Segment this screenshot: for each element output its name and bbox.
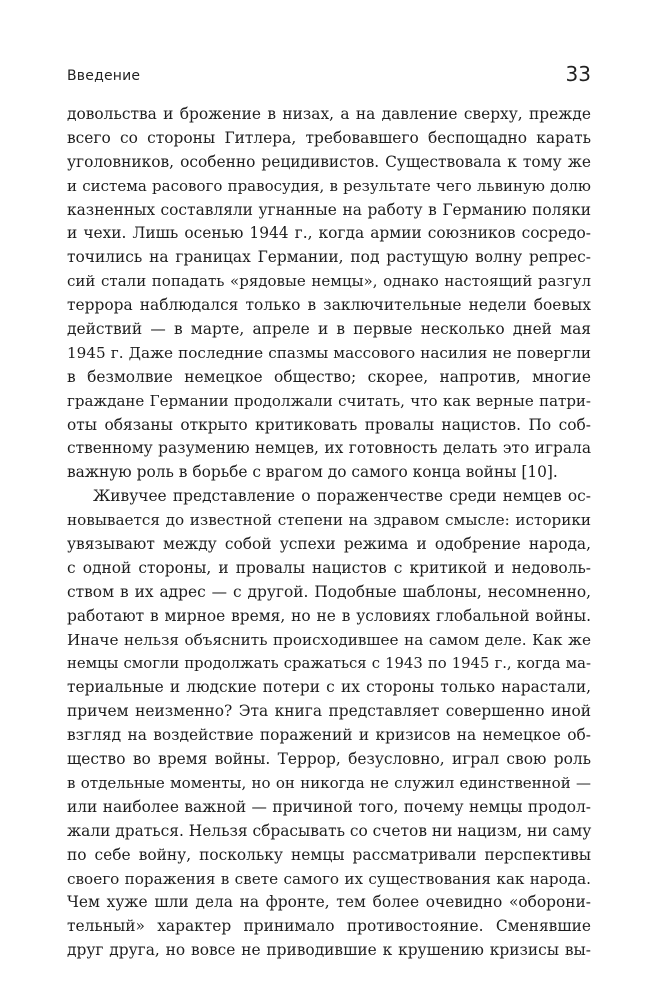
text-line: довольства и брожение в низах, а на давление сверху, прежде (67, 105, 591, 123)
page-number: 33 (565, 62, 591, 86)
text-line: с одной стороны, и провалы нацистов с критикой и недоволь- (67, 558, 591, 577)
body-text (67, 103, 591, 963)
text-line: сий стали попадать «рядовые немцы», однако настоящий разгул (67, 272, 591, 291)
text-line: всего со стороны Гитлера, требовавшего беспощадно карать (67, 128, 591, 147)
section-title: Введение (67, 68, 141, 84)
text-line: ственному разумению немцев, их готовность делать это играла (67, 439, 591, 458)
text-line: причем неизменно? Эта книга представляет совершенно иной (67, 702, 591, 721)
text-line: взгляд на воздействие поражений и кризисов на немецкое об- (67, 726, 591, 745)
text-line: уголовников, особенно рецидивистов. Существовала к тому же (67, 152, 591, 171)
text-line: или наиболее важной — причиной того, почему немцы продол- (67, 797, 591, 816)
text-line: Живучее представление о пораженчестве среди немцев ос- (93, 487, 591, 506)
text-line: важную роль в борьбе с врагом до самого конца войны [10]. (67, 463, 558, 482)
text-line: немцы смогли продолжать сражаться с 1943 по 1945 г., когда ма- (67, 655, 591, 673)
text-line: действий — в марте, апреле и в первые несколько дней мая (67, 320, 591, 339)
text-line: тельный» характер принимало противостояние. Сменявшие (67, 917, 591, 936)
text-line: террора наблюдался только в заключительные недели боевых (67, 296, 591, 315)
text-line: и чехи. Лишь осенью 1944 г., когда армии союзников сосредо- (67, 224, 591, 243)
text-line: териальные и людские потери с их стороны только нарастали, (67, 678, 591, 697)
text-line: по себе войну, поскольку немцы рассматривали перспективы (67, 845, 591, 864)
text-line: щество во время войны. Террор, безусловно, играл свою роль (67, 750, 591, 769)
text-line: 1945 г. Даже последние спазмы массового насилия не повергли (67, 343, 591, 362)
text-line: жали драться. Нельзя сбрасывать со счетов ни нацизм, ни саму (67, 821, 592, 840)
text-line: увязывают между собой успехи режима и одобрение народа, (67, 535, 591, 554)
paragraph-1 (67, 103, 591, 485)
text-line: работают в мирное время, но не в условиях глобальной войны. (67, 606, 591, 625)
text-line: в безмолвие немецкое общество; скорее, напротив, многие (67, 367, 591, 386)
text-line: друг друга, но вовсе не приводившие к крушению кризисы вы- (67, 941, 591, 960)
text-line: Чем хуже шли дела на фронте, тем более очевидно «оборони- (67, 893, 591, 912)
text-line: новывается до известной степени на здравом смысле: историки (67, 511, 591, 530)
paragraph-2 (67, 485, 591, 963)
text-line: и система расового правосудия, в результате чего львиную долю (67, 176, 591, 195)
text-line: Иначе нельзя объяснить происходившее на самом деле. Как же (67, 630, 591, 649)
text-line: граждане Германии продолжали считать, что как верные патри- (67, 391, 591, 410)
running-head (67, 62, 591, 88)
text-line: оты обязаны открыто критиковать провалы нацистов. По соб- (67, 415, 591, 434)
text-line: ством в их адрес — с другой. Подобные шаблоны, несомненно, (67, 582, 591, 601)
text-line: в отдельные моменты, но он никогда не служил единственной — (67, 773, 591, 792)
text-line: казненных составляли угнанные на работу в Германию поляки (67, 200, 591, 219)
text-line: своего поражения в свете самого их существования как народа. (67, 869, 591, 888)
text-line: точились на границах Германии, под растущую волну репрес- (67, 248, 591, 267)
